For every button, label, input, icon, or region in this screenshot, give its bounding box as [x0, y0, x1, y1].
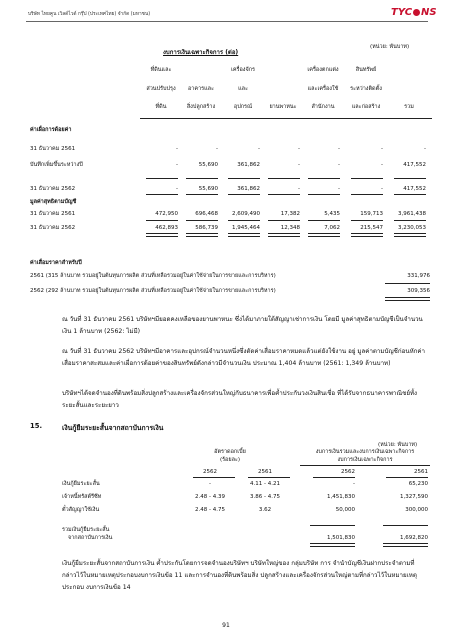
ppe-cell: -	[258, 146, 260, 152]
rate-header-2: (ร้อยละ)	[219, 457, 241, 463]
ppe-col-header: ยานพาหนะ	[269, 104, 297, 110]
ppe-cell: 215,547	[360, 225, 383, 231]
ppe-col-header: ที่ดิน	[155, 104, 167, 110]
ppe-cell: 159,713	[360, 211, 383, 217]
loan-total-double-rule-2	[383, 543, 428, 547]
ppe-col-header: รวม	[404, 104, 414, 110]
ppe-section-heading: ค่าเผื่อการด้อยค่า	[30, 127, 72, 133]
ppe-cell: -	[176, 162, 178, 168]
loan-year-rule	[386, 477, 428, 478]
ppe-cell: -	[338, 162, 340, 168]
header-divider	[26, 21, 428, 22]
ppe-cell: -	[176, 146, 178, 152]
loan-total-double-rule	[310, 543, 355, 547]
ppe-cell: 1,945,464	[232, 225, 260, 231]
ppe-total-rule	[186, 178, 218, 179]
loan-cell: 1,327,590	[400, 494, 428, 500]
ppe-total-rule	[351, 178, 383, 179]
section-number: 15.	[30, 422, 43, 430]
amount-header-rule	[300, 465, 430, 466]
ppe-cell: -	[338, 186, 340, 192]
dep-double-rule	[385, 297, 430, 301]
page-number: 91	[222, 622, 230, 629]
loan-total-2562: 1,501,830	[327, 535, 355, 541]
ppe-col-header: และเครื่องใช้	[307, 86, 339, 92]
ppe-cell: -	[338, 146, 340, 152]
loan-total-top-rule	[310, 525, 355, 526]
ppe-row-label: 31 ธันวาคม 2561	[30, 211, 76, 217]
loan-cell: 50,000	[335, 507, 355, 513]
ppe-cell: -	[216, 146, 218, 152]
ppe-cell: 462,893	[155, 225, 178, 231]
amount-header-2: งบการเงินเฉพาะกิจการ	[337, 457, 393, 463]
ppe-section-heading: มูลค่าสุทธิตามบัญชี	[30, 199, 77, 205]
ppe-total-rule	[228, 178, 260, 179]
ppe-cell: 17,382	[280, 211, 300, 217]
loan-unit: (หน่วย: พันบาท)	[378, 442, 418, 448]
loan-year-rule	[248, 477, 290, 478]
paragraph-lease: ณ วันที่ 31 ธันวาคม 2561 บริษัทฯมียอดคงเหลือของยานพาหนะ ซึ่งได้มาภายใต้สัญญาเช่าการเงิน โดยมี มูลค่าสุทธิตามบัญชีเป็นจำนวนเงิน 1 ล้านบาท (2562: ไม่มี)	[62, 316, 423, 335]
ppe-col-header: ระหว่างติดตั้ง	[350, 86, 382, 92]
ppe-cell: 55,690	[198, 186, 218, 192]
ppe-total-rule	[228, 194, 260, 195]
ppe-cell: 696,468	[195, 211, 218, 217]
ppe-total-rule	[268, 178, 300, 179]
loan-cell: -	[209, 481, 211, 487]
loan-year-header: 2562	[203, 469, 217, 475]
ppe-total-rule	[351, 233, 383, 237]
ppe-cell: 7,062	[324, 225, 340, 231]
ppe-col-header: ส่วนปรับปรุง	[146, 86, 176, 92]
dep-row-2561: 2561 (315 ล้านบาท รวมอยู่ในต้นทุนการผลิต ส่วนที่เหลือรวมอยู่ในค่าใช้จ่ายในการขายและการบริหาร)	[30, 273, 276, 279]
ppe-total-rule	[351, 220, 383, 221]
loan-year-header: 2561	[414, 469, 428, 475]
ppe-cell: -	[298, 162, 300, 168]
ppe-total-rule	[394, 178, 426, 179]
ppe-total-rule	[186, 194, 218, 195]
ppe-cell: -	[381, 186, 383, 192]
ppe-total-rule	[186, 233, 218, 237]
ppe-total-rule	[308, 220, 340, 221]
paragraph-mortgage: บริษัทฯได้จดจำนองที่ดินพร้อมสิ่งปลูกสร้างและเครื่องจักรส่วนใหญ่กับธนาคารเพื่อค้ำประกันวงเงินสินเชื่อ ที่ได้รับจากธนาคารพาณิชย์ทั้งระยะสั้นและระยะยาว	[62, 390, 418, 409]
ppe-total-rule	[228, 233, 260, 237]
ppe-unit: (หน่วย: พันบาท)	[370, 44, 410, 50]
paragraph-fully-depreciated: ณ วันที่ 31 ธันวาคม 2562 บริษัทฯมีอาคารและอุปกรณ์จำนวนหนึ่งซึ่งตัดค่าเสื่อมราคาหมดแล้วแต่ยังใช้งาน อยู่ มูลค่าตามบัญชีก่อนหักค่าเสื่อมราคาสะสมและค่าเผื่อการด้อยค่าของสินทรัพย์ดังกล่าวมีจำนวนเงิน ประมาณ 1,404 ล้านบาท (2561: 1,349 ล้านบาท)	[62, 348, 426, 367]
loan-cell: 65,230	[408, 481, 428, 487]
amount-header-1: งบการเงินรวมและงบการเงินเฉพาะกิจการ	[315, 449, 415, 455]
ppe-header-rule	[140, 118, 432, 119]
loan-year-header: 2561	[258, 469, 272, 475]
ppe-total-rule	[146, 194, 178, 195]
loan-total-2561: 1,692,820	[400, 535, 428, 541]
loan-row-label: ตั๋วสัญญาใช้เงิน	[62, 507, 100, 513]
ppe-cell: 472,950	[155, 211, 178, 217]
loan-total-top-rule-2	[383, 525, 428, 526]
ppe-total-rule	[228, 220, 260, 221]
ppe-total-rule	[146, 220, 178, 221]
dep-value-2561: 331,976	[407, 273, 430, 279]
loan-cell: 3.62	[258, 507, 272, 513]
loan-note: เงินกู้ยืมระยะสั้นจากสถาบันการเงิน ค้ำประกันโดยการจดจำนองบริษัทฯ บริษัทใหญ่ของ กลุ่มบริษัท การ จำนำบัญชีเงินฝากประจำตามที่กล่าวไว้ในหมายเหตุประกอบงบการเงินข้อ 11 และการจำนองที่ดินพร้อมสิ่ง ปลูกสร้างและเครื่องจักรส่วนใหญ่ตามที่กล่าวไว้ในหมายเหตุประกอบ งบการเงินข้อ 14	[62, 560, 417, 591]
loan-year-rule	[193, 477, 235, 478]
ppe-total-rule	[146, 233, 178, 237]
ppe-cell: -	[298, 186, 300, 192]
ppe-col-header: อุปกรณ์	[233, 104, 253, 110]
section-title: เงินกู้ยืมระยะสั้นจากสถาบันการเงิน	[62, 424, 164, 432]
ppe-cell: 2,609,490	[232, 211, 260, 217]
ppe-col-header: และ	[238, 86, 248, 92]
ppe-cell: 361,862	[237, 162, 260, 168]
ppe-col-header: เครื่องจักร	[230, 67, 255, 73]
dep-row-2562: 2562 (292 ล้านบาท รวมอยู่ในต้นทุนการผลิต ส่วนที่เหลือรวมอยู่ในค่าใช้จ่ายในการขายและการบริหาร)	[30, 288, 276, 294]
loan-row-label: เงินกู้ยืมระยะสั้น	[62, 481, 100, 487]
ppe-cell: 12,348	[280, 225, 300, 231]
ppe-cell: -	[176, 186, 178, 192]
ppe-cell: 417,552	[403, 186, 426, 192]
company-logo: TYC NS	[391, 7, 437, 18]
ppe-total-rule	[268, 194, 300, 195]
ppe-row-label: บันทึกเพิ่มขึ้นระหว่างปี	[30, 162, 83, 168]
ppe-cell: -	[381, 146, 383, 152]
loan-year-rule	[313, 477, 355, 478]
ppe-total-rule	[394, 220, 426, 221]
ppe-col-header: อาคารและ	[188, 86, 214, 92]
ppe-cell: 586,739	[195, 225, 218, 231]
ppe-total-rule	[308, 233, 340, 237]
ppe-cell: -	[381, 162, 383, 168]
ppe-col-header: สำนักงาน	[311, 104, 335, 110]
loan-cell: 3.86 - 4.75	[250, 494, 280, 500]
loan-cell: 1,451,830	[327, 494, 355, 500]
ppe-col-header: สินทรัพย์	[355, 67, 377, 73]
ppe-cell: 55,690	[198, 162, 218, 168]
ppe-col-header: ที่ดินและ	[150, 67, 172, 73]
ppe-total-rule	[268, 233, 300, 237]
loan-cell: -	[353, 481, 355, 487]
ppe-cell: 417,552	[403, 162, 426, 168]
rate-header-1: อัตราดอกเบี้ย	[214, 449, 246, 455]
ppe-cell: 3,230,053	[398, 225, 426, 231]
company-name: บริษัท ไทยคูน เวิลด์ไวด์ กรุ๊ป (ประเทศไทย) จำกัด (มหาชน)	[28, 12, 151, 17]
ppe-total-rule	[268, 220, 300, 221]
ppe-total-rule	[308, 178, 340, 179]
loan-total-label-2: จากสถาบันการเงิน	[68, 535, 113, 541]
ppe-cell: -	[424, 146, 426, 152]
dep-rule-2561	[385, 283, 430, 284]
loan-total-label-1: รวมเงินกู้ยืมระยะสั้น	[62, 527, 110, 533]
ppe-col-header: และก่อสร้าง	[351, 104, 381, 110]
ppe-table-title: งบการเงินเฉพาะกิจการ (ต่อ)	[163, 49, 239, 56]
ppe-total-rule	[308, 194, 340, 195]
loan-year-header: 2562	[341, 469, 355, 475]
dep-value-2562: 309,356	[407, 288, 430, 294]
ppe-cell: 5,435	[324, 211, 340, 217]
loan-cell: 300,000	[405, 507, 428, 513]
ppe-row-label: 31 ธันวาคม 2562	[30, 225, 76, 231]
ppe-total-rule	[394, 233, 426, 237]
loan-cell: 2.48 - 4.75	[195, 507, 225, 513]
ppe-cell: 361,862	[237, 186, 260, 192]
loan-cell: 4.11 - 4.21	[250, 481, 280, 487]
ppe-total-rule	[146, 178, 178, 179]
ppe-col-header: เครื่องตกแต่ง	[307, 67, 339, 73]
ppe-cell: -	[298, 146, 300, 152]
dep-heading: ค่าเสื่อมราคาสำหรับปี	[30, 260, 82, 266]
ppe-total-rule	[186, 220, 218, 221]
ppe-cell: 3,961,438	[398, 211, 426, 217]
loan-cell: 2.48 - 4.39	[195, 494, 225, 500]
loan-row-label: เจ้าหนี้ทรัสต์รีซีท	[62, 494, 102, 500]
ppe-row-label: 31 ธันวาคม 2561	[30, 146, 76, 152]
ppe-row-label: 31 ธันวาคม 2562	[30, 186, 76, 192]
ppe-total-rule	[351, 194, 383, 195]
ppe-col-header: สิ่งปลูกสร้าง	[186, 104, 216, 110]
ppe-total-rule	[394, 194, 426, 195]
